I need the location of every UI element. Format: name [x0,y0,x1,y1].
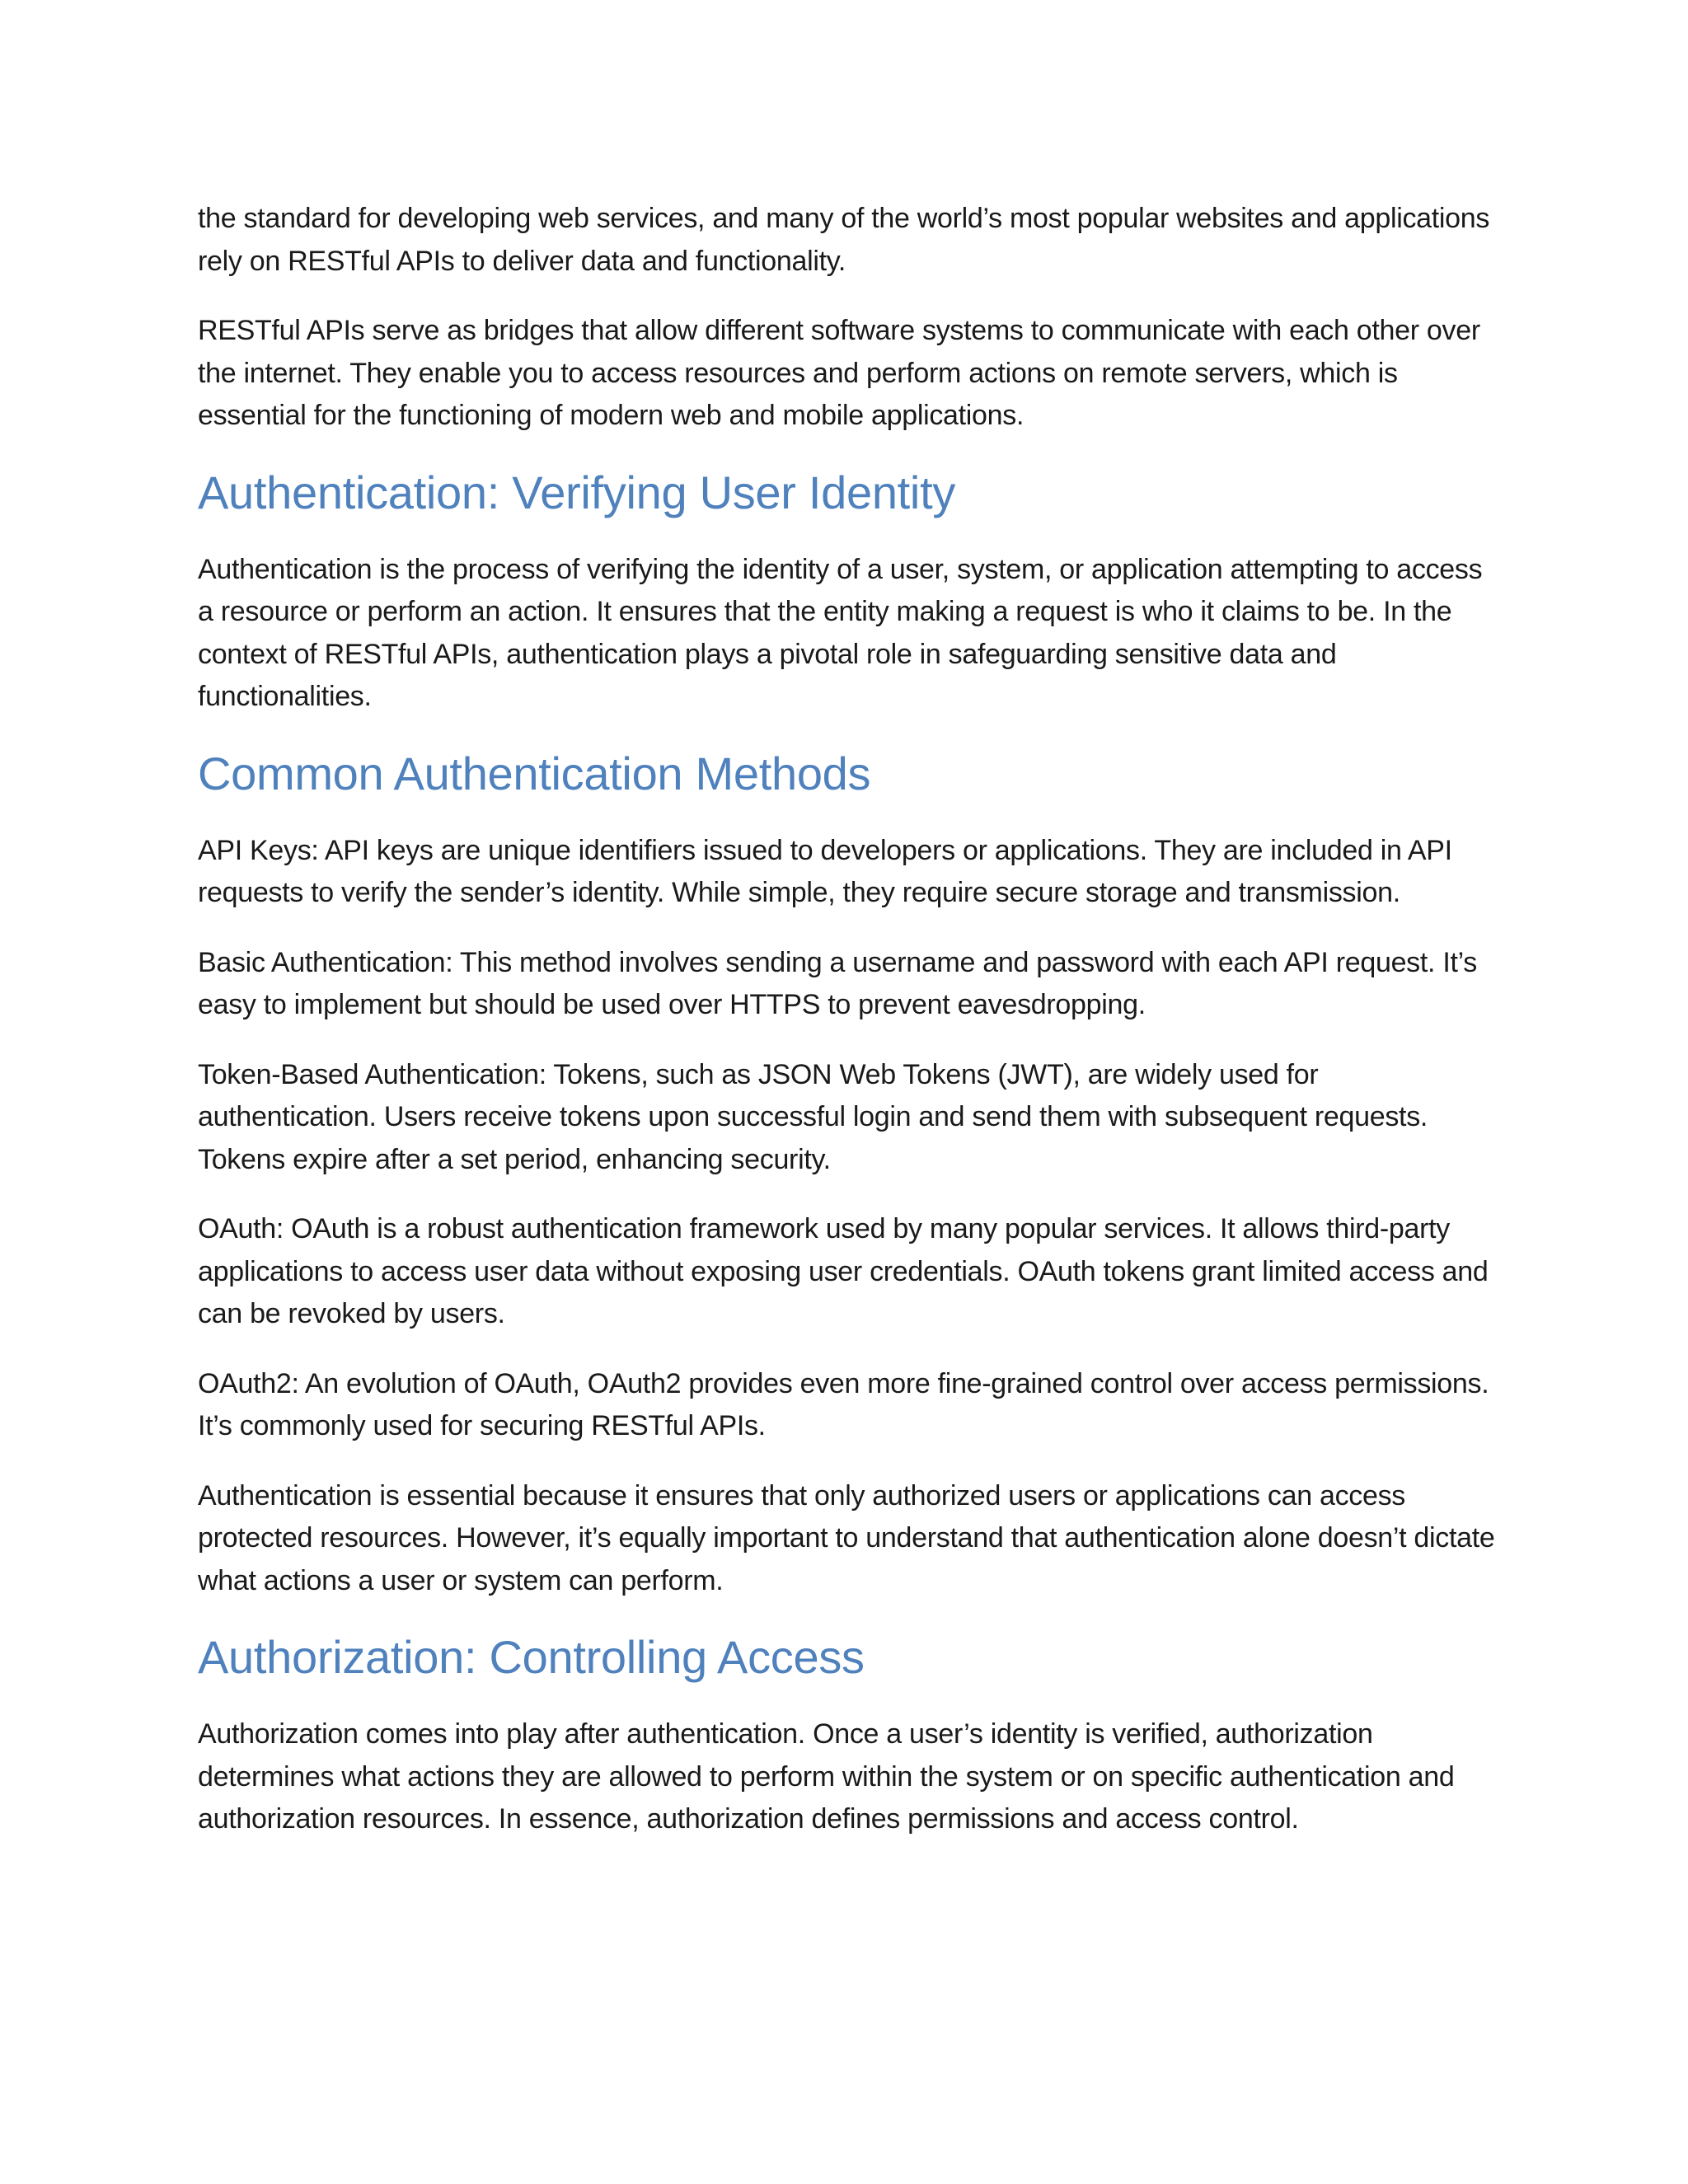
paragraph-basic-auth: Basic Authentication: This method involves sending a username and password with each API request. It’s easy to implement but should be used over HTTPS to prevent eavesdropping. [198,946,1477,1020]
paragraph-authorization-definition: Authorization comes into play after authentication. Once a user’s identity is verified, authorization determines what actions they are allowed to perform within the system or on specific authentication and authorization resources. In essence, authorization defines permissions and access control. [198,1718,1455,1835]
heading-authentication: Authentication: Verifying User Identity [198,466,956,518]
heading-authorization: Authorization: Controlling Access [198,1631,865,1683]
paragraph-oauth2: OAuth2: An evolution of OAuth, OAuth2 provides even more fine-grained control over access permissions. It’s commonly used for securing RESTful APIs. [198,1367,1489,1441]
paragraph-authentication-definition: Authentication is the process of verifying the identity of a user, system, or application attempting to access a resource or perform an action. It ensures that the entity making a request is who it claims to be. In the context of RESTful APIs, authentication plays a pivotal role in safeguarding sensitive data and functionalities. [198,553,1483,712]
paragraph-rest-standard: the standard for developing web services, and many of the world’s most popular websites and applications rely on RESTful APIs to deliver data and functionality. [198,203,1490,277]
document-body [198,198,1500,1868]
paragraph-rest-bridges: RESTful APIs serve as bridges that allow different software systems to communicate with each other over the internet. They enable you to access resources and perform actions on remote servers, which is essential for the functioning of modern web and mobile applications. [198,315,1480,431]
paragraph-token-auth: Token-Based Authentication: Tokens, such as JSON Web Tokens (JWT), are widely used for authentication. Users receive tokens upon successful login and send them with subsequent requests. Tokens expire after a set period, enhancing security. [198,1058,1428,1175]
paragraph-api-keys: API Keys: API keys are unique identifiers issued to developers or applications. They are included in API requests to verify the sender’s identity. While simple, they require secure storage and transmission. [198,834,1452,908]
paragraph-authentication-essential: Authentication is essential because it ensures that only authorized users or applications can access protected resources. However, it’s equally important to understand that authentication alone doesn’t dictate what actions a user or system can perform. [198,1479,1495,1596]
paragraph-oauth: OAuth: OAuth is a robust authentication framework used by many popular services. It allows third-party applications to access user data without exposing user credentials. OAuth tokens grant limited access and can be revoked by users. [198,1213,1489,1329]
heading-common-methods: Common Authentication Methods [198,747,871,799]
